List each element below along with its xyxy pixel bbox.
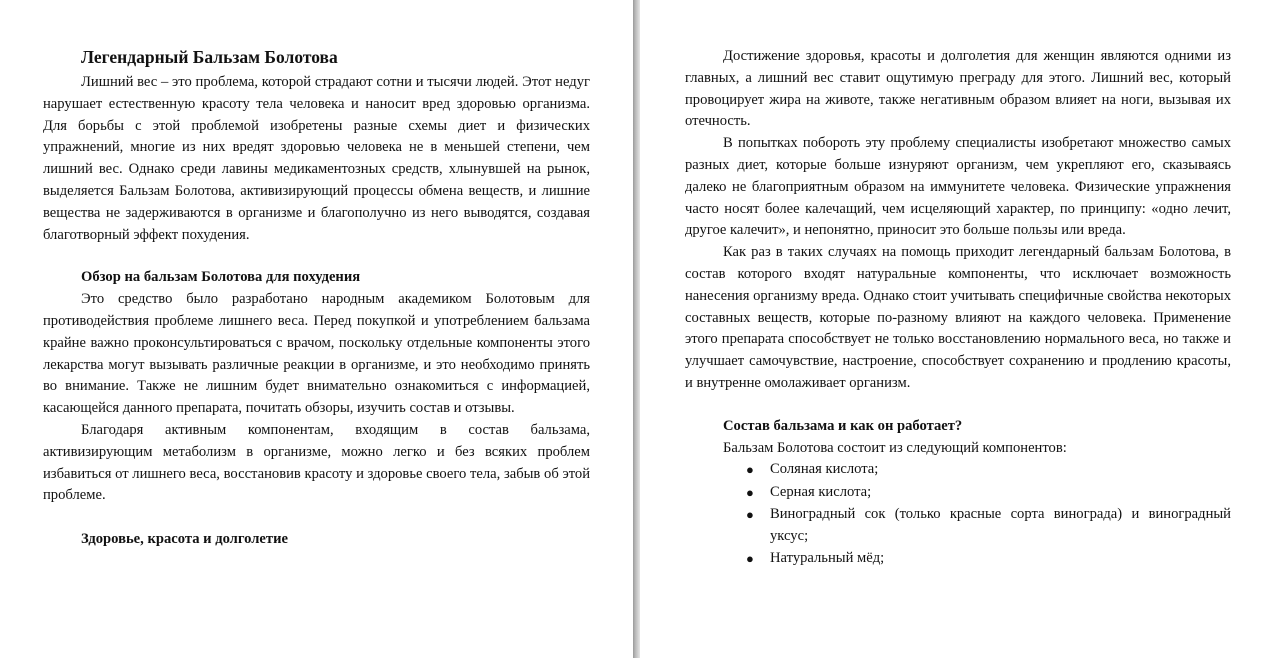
section-heading-health: Здоровье, красота и долголетие [81,531,288,548]
intro-paragraph: Лишний вес – это проблема, которой страдают сотни и тысячи людей. Этот недуг нарушает естественную красоту тела человека и наносит вред здоровью организма. Для борьбы с этой проблемой изобретены разные схемы диет и физических упражнений, многие из них вредят здоровью человека не в меньшей степени, чем лишний вес. Однако среди лавины медикаментозных средств, хлынувшей на рынок, выделяется Бальзам Болотова, активизирующий процессы обмена веществ, и лишние вещества не задерживаются в организме и благополучно из него выводятся, создавая благотворный эффект похудения. [43,74,590,243]
bullet-icon: ● [746,551,754,567]
components-list [685,459,1231,569]
components-intro: Бальзам Болотова состоит из следующий компонентов: [723,439,1067,456]
bullet-icon: ● [746,484,754,500]
list-item: ● Соляная кислота; [770,459,1231,481]
bullet-icon: ● [746,462,754,478]
list-item: ● Виноградный сок (только красные сорта винограда) и виноградный уксус; [746,505,1231,544]
overview-paragraph-1: Это средство было разработано народным академиком Болотовым для противодействия проблеме лишнего веса. Перед покупкой и употреблением бальзама крайне важно проконсультироваться с врачом, поскольку отдельные компоненты этого лекарства могут вызывать различные реакции в организме, и это необходимо принять во внимание. Также не лишним будет внимательно ознакомиться с информацией, касающейся данного препарата, почитать обзоры, изучить состав и отзывы. [43,291,590,417]
document-page-right [640,0,1273,658]
health-paragraph-1: Достижение здоровья, красоты и долголетия для женщин являются одними из главных, а лишний вес ставит ощутимую преграду для этого. Лишний вес, который провоцирует жира на животе, также негативным образом влияет на ноги, вызывая их отечность. [685,48,1231,130]
health-paragraph-3: Как раз в таких случаях на помощь приходит легендарный бальзам Болотова, в состав которого входят натуральные компоненты, что исключает возможность нанесения организму вреда. Однако стоит учитывать специфичные свойства некоторых составных веществ, которые по-разному влияют на каждого человека. Применение этого препарата способствует не только восстановлению нормального веса, но также и улучшает самочувствие, настроение, способствует сохранению и продлению красоты, и внутренне омолаживает организм. [685,244,1231,391]
document-page-left [0,0,633,658]
overview-paragraph-2: Благодаря активным компонентам, входящим в состав бальзама, активизирующим метаболизм в организме, можно легко и без всяких проблем избавиться от лишнего веса, восстановив красоту и здоровье своего тела, забыв об этой проблеме. [43,421,590,504]
bullet-icon: ● [746,506,754,522]
list-item: ● Серная кислота; [770,482,1231,504]
page-divider [633,0,640,658]
section-heading-overview: Обзор на бальзам Болотова для похудения [81,269,361,286]
health-paragraph-2: В попытках побороть эту проблему специалисты изобретают множество самых разных диет, которые больше изнуряют организм, чем укрепляют его, сказываясь далеко не благоприятным образом на иммунитете человека. Физические упражнения часто носят более калечащий, чем исцеляющий характер, по принципу: «одно лечит, другое калечит», и непонятно, приносит это больше пользы или вреда. [685,135,1231,239]
document-title: Легендарный Бальзам Болотова [81,47,338,67]
list-item: ● Натуральный мёд; [770,548,1231,570]
section-heading-composition: Состав бальзама и как он работает? [723,417,963,434]
